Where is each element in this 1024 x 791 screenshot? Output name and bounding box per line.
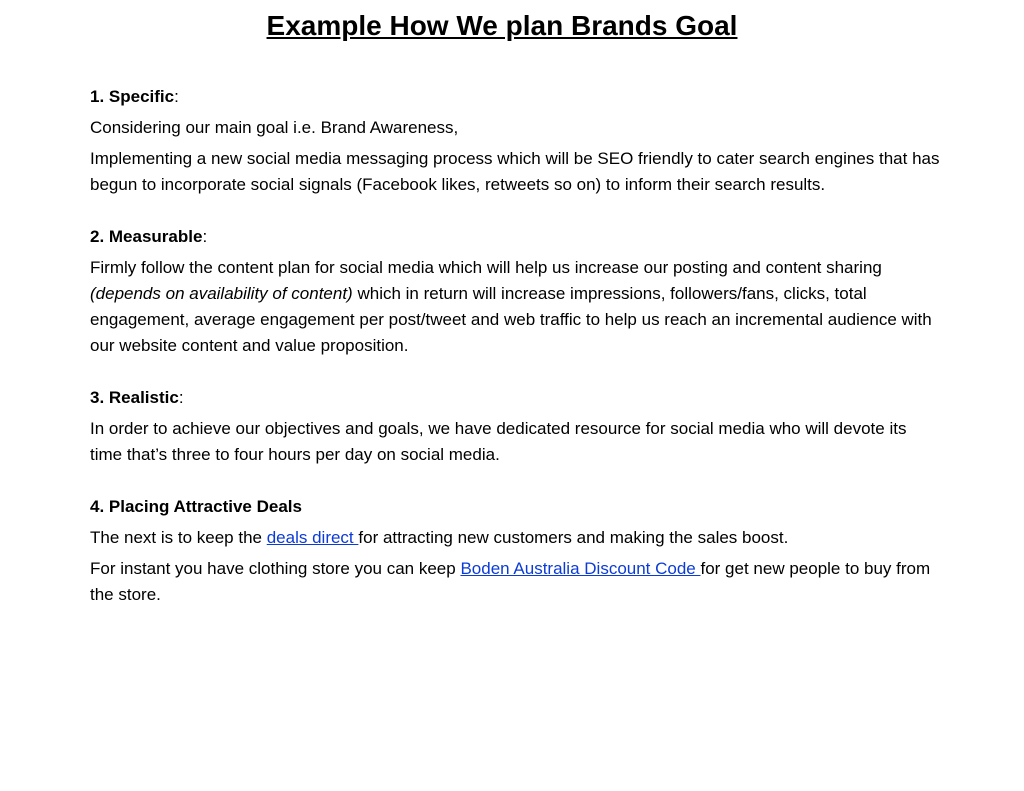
paragraph-text: Firmly follow the content plan for social media which will help us increase our posting and content sharing bbox=[90, 258, 882, 277]
paragraph-text: for get new people to buy from the store. bbox=[90, 559, 931, 604]
paragraph bbox=[90, 255, 940, 359]
document-body bbox=[90, 84, 940, 608]
heading-colon: : bbox=[202, 227, 208, 246]
deals-direct-link[interactable]: deals direct bbox=[266, 528, 359, 547]
paragraph-text: which in return will increase impressions, followers/fans, clicks, total engagement, average engagement per post/tweet and web traffic to help us reach an incremental audience with our website content and value proposition. bbox=[90, 284, 932, 355]
paragraph-text: The next is to keep the bbox=[90, 528, 267, 547]
section-placing-attractive-deals bbox=[90, 494, 940, 608]
section-specific bbox=[90, 84, 940, 198]
section-heading bbox=[90, 385, 940, 411]
section-heading-text: 1. Specific bbox=[90, 87, 175, 106]
section-heading bbox=[90, 494, 940, 520]
paragraph: Implementing a new social media messaging process which will be SEO friendly to cater search engines that has begun to incorporate social signals (Facebook likes, retweets so on) to inform their search results. bbox=[90, 149, 940, 194]
paragraph-italic-note: (depends on availability of content) bbox=[90, 284, 353, 303]
section-heading-text: 3. Realistic bbox=[90, 388, 179, 407]
section-heading bbox=[90, 84, 940, 110]
boden-discount-code-link[interactable]: Boden Australia Discount Code bbox=[460, 559, 701, 578]
paragraph: In order to achieve our objectives and goals, we have dedicated resource for social media who will devote its time that’s three to four hours per day on social media. bbox=[90, 419, 907, 464]
section-heading-text: 4. Placing Attractive Deals bbox=[90, 497, 302, 516]
section-heading bbox=[90, 224, 940, 250]
paragraph bbox=[90, 556, 940, 608]
section-heading-text: 2. Measurable bbox=[90, 227, 203, 246]
paragraph-text: for attracting new customers and making the sales boost. bbox=[358, 528, 789, 547]
page-title: Example How We plan Brands Goal bbox=[266, 10, 738, 41]
paragraph: Considering our main goal i.e. Brand Awareness, bbox=[90, 118, 459, 137]
heading-colon: : bbox=[174, 87, 179, 106]
paragraph-text: For instant you have clothing store you can keep bbox=[90, 559, 461, 578]
heading-colon: : bbox=[178, 388, 184, 407]
section-realistic bbox=[90, 385, 940, 468]
section-measurable bbox=[90, 224, 940, 359]
paragraph bbox=[90, 525, 940, 551]
